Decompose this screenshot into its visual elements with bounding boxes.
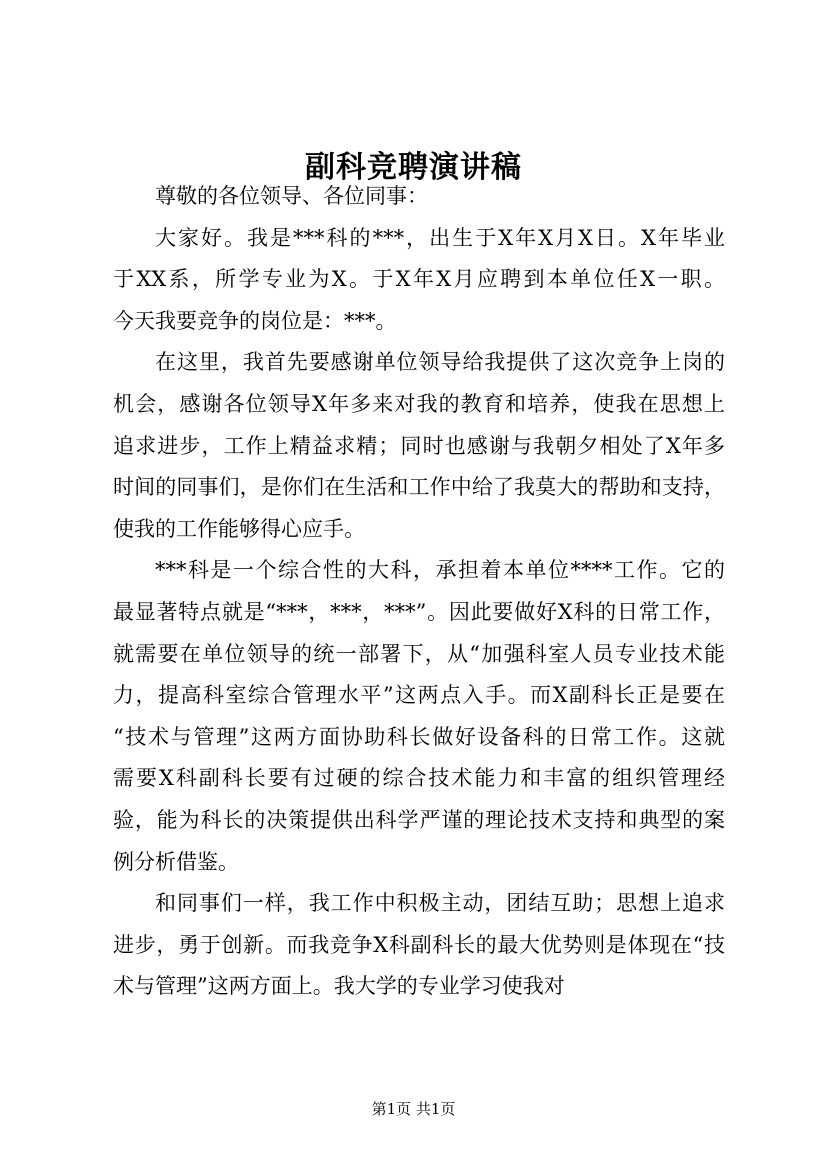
text-line: 时间的同事们，是你们在生活和工作中给了我莫大的帮助和支持，	[113, 475, 725, 500]
text-line: 尊敬的各位领导、各位同事：	[155, 184, 428, 208]
text-line: 和同事们一样，我工作中积极主动，团结互助；思想上追求	[155, 891, 725, 916]
text-line: 机会，感谢各位领导X年多来对我的教育和培养，使我在思想上	[113, 391, 725, 416]
text-line: 于XX系，所学专业为X。于X年X月应聘到本单位任X一职。	[113, 267, 725, 292]
text-line: 进步，勇于创新。而我竞争X科副科长的最大优势则是体现在“技	[113, 932, 725, 957]
document-title: 副科竞聘演讲稿	[305, 150, 522, 185]
text-line: 例分析借鉴。	[113, 849, 239, 874]
text-line: 需要X科副科长要有过硬的综合技术能力和丰富的组织管理经	[113, 766, 725, 791]
text-line: 验，能为科长的决策提供出科学严谨的理论技术支持和典型的案	[113, 807, 725, 832]
text-line: 术与管理”这两方面上。我大学的专业学习使我对	[113, 974, 565, 999]
page-footer: 第1页 共1页	[371, 1100, 456, 1118]
text-line: 就需要在单位领导的统一部署下，从“加强科室人员专业技术能	[113, 641, 725, 666]
text-line: 追求进步，工作上精益求精；同时也感谢与我朝夕相处了X年多	[113, 433, 725, 458]
text-line: 使我的工作能够得心应手。	[113, 516, 365, 541]
text-line: 最显著特点就是“***，***，***”。因此要做好X科的日常工作，	[113, 599, 725, 624]
text-line: “技术与管理”这两方面协助科长做好设备科的日常工作。这就	[113, 724, 725, 749]
text-line: ***科是一个综合性的大科，承担着本单位****工作。它的	[155, 558, 725, 583]
text-line: 力，提高科室综合管理水平”这两点入手。而X副科长正是要在	[113, 683, 725, 708]
text-line: 大家好。我是***科的***，出生于X年X月X日。X年毕业	[155, 225, 725, 250]
text-line: 今天我要竞争的岗位是：***。	[113, 308, 397, 333]
text-line: 在这里，我首先要感谢单位领导给我提供了这次竞争上岗的	[155, 350, 725, 375]
document-body	[113, 176, 725, 1008]
